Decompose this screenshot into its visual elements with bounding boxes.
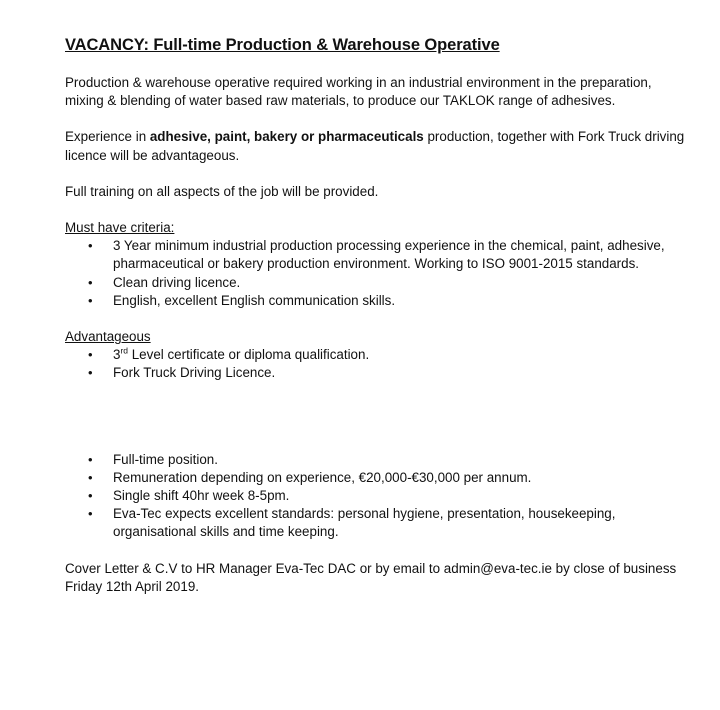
vacancy-title: VACANCY: Full-time Production & Warehouse Operative [65,36,500,54]
advantageous-heading: Advantageous [65,329,151,345]
list-item-text: English, excellent English communication skills. [113,292,396,308]
experience-prefix: Experience in [65,129,150,145]
ordinal-number: 3 [113,347,121,363]
list-item-text: Fork Truck Driving Licence. [113,365,276,381]
list-item [65,451,685,469]
list-item [65,505,685,541]
closing-paragraph: Cover Letter & C.V to HR Manager Eva-Tec DAC or by email to admin@eva-tec.ie by close of business Friday 12th April 2019. [65,560,677,594]
list-item-text: Eva-Tec expects excellent standards: personal hygiene, presentation, housekeeping, organisational skills and time keeping. [113,506,616,540]
list-item-text: Single shift 40hr week 8-5pm. [113,488,290,504]
list-item-text: Clean driving licence. [113,274,241,290]
list-item-text: Remuneration depending on experience, €20,000-€30,000 per annum. [113,469,532,485]
bullet-icon: • [88,292,93,308]
experience-paragraph [65,128,685,164]
bullet-icon: • [88,238,93,254]
bullet-icon: • [88,451,93,467]
ordinal-suffix: rd [120,345,129,356]
list-item-text: Level certificate or diploma qualification. [128,347,370,363]
must-have-heading: Must have criteria: [65,220,175,236]
list-item [65,487,685,505]
bullet-icon: • [88,347,93,363]
list-item [65,292,685,310]
must-have-list [65,237,685,310]
intro-paragraph: Production & warehouse operative required working in an industrial environment in the preparation, mixing & blending of water based raw materials, to produce our TAKLOK range of adhesives. [65,75,652,109]
advantageous-list [65,346,685,382]
bullet-icon: • [88,506,93,522]
training-paragraph: Full training on all aspects of the job will be provided. [65,183,379,199]
list-item [65,274,685,292]
bullet-icon: • [88,365,93,381]
job-details-list [65,451,685,542]
list-item-text: 3 Year minimum industrial production processing experience in the chemical, paint, adhesive, pharmaceutical or bakery production environment. Working to ISO 9001-2015 standards. [113,238,665,272]
list-item [65,346,685,364]
bullet-icon: • [88,274,93,290]
job-advert-document [65,34,685,596]
list-item [65,237,685,273]
list-item [65,469,685,487]
list-item-text: Full-time position. [113,451,218,467]
bullet-icon: • [88,488,93,504]
experience-bold: adhesive, paint, bakery or pharmaceuticals [149,129,424,145]
experience-suffix: production, together with Fork Truck driving licence will be advantageous. [65,129,685,163]
bullet-icon: • [88,469,93,485]
list-item [65,364,685,382]
